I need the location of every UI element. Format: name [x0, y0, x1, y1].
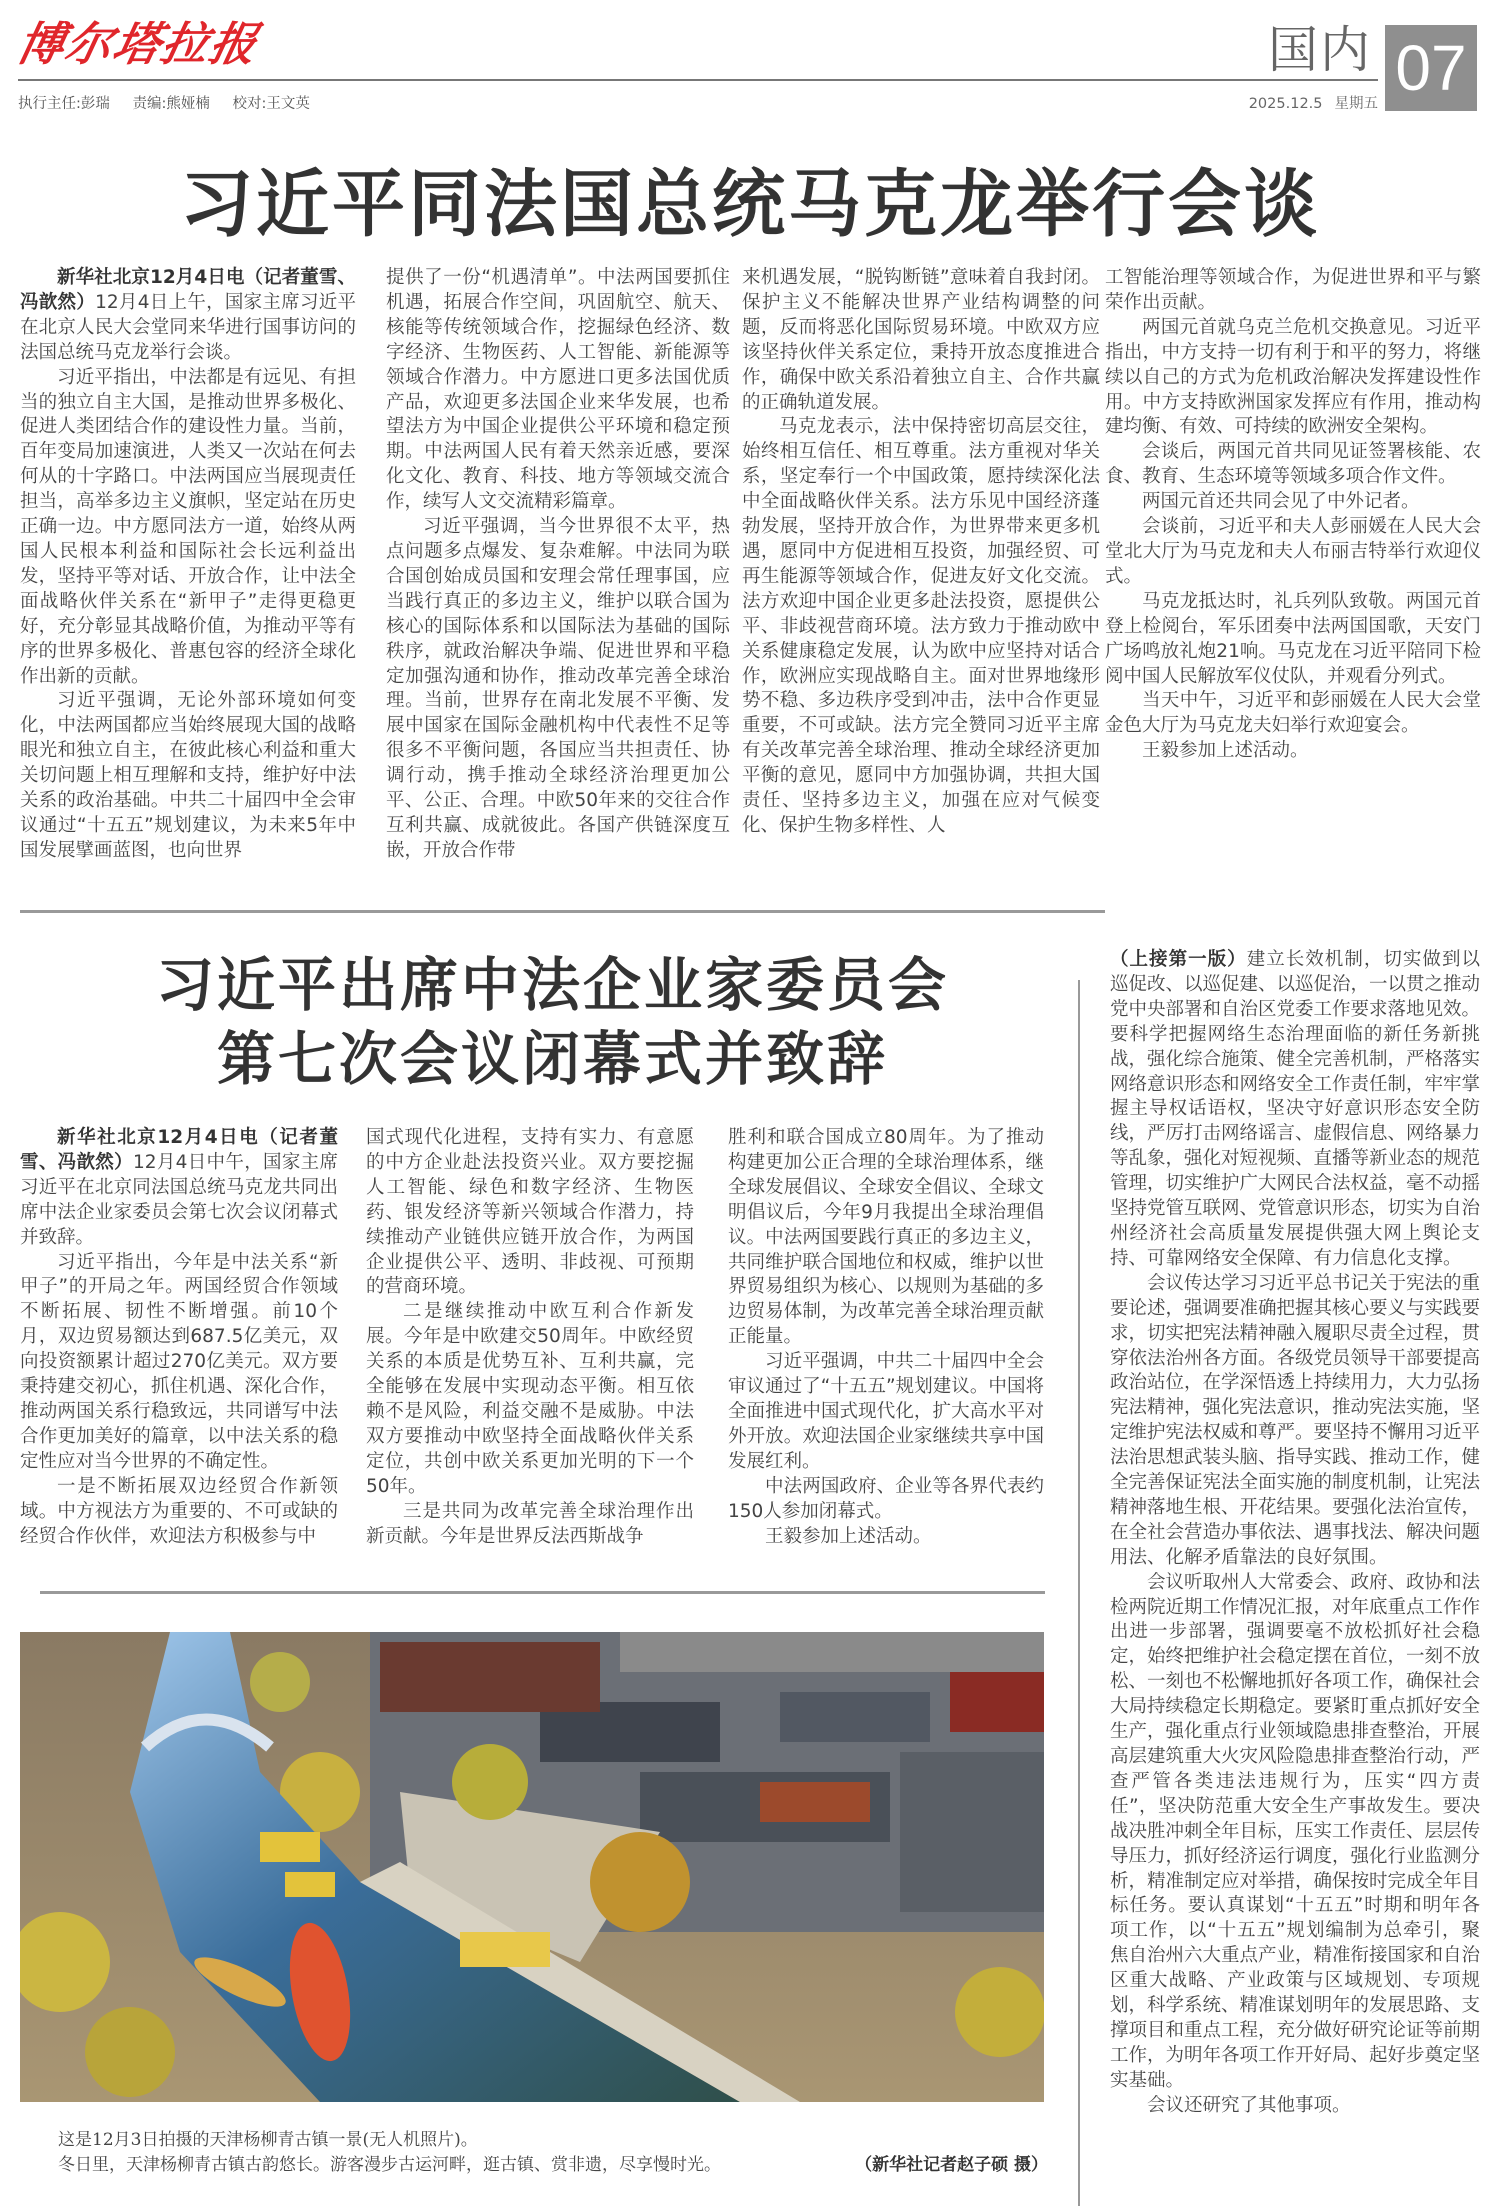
aerial-town-illustration — [20, 1632, 1044, 2102]
article-paragraph — [728, 1525, 1044, 1550]
paragraph-text: 习近平强调，无论外部环境如何变化，中法两国都应当始终展现大国的战略眼光和独立自主，在彼此核心利益和重大关切问题上相互理解和支持，维护好中法关系的政治基础。中共二十届四中全会审议通过“十五五”规划建议，为未来5年中国发展擘画蓝图，也向世界 — [20, 690, 356, 861]
paragraph-text: 马克龙表示，法中保持密切高层交往，始终相互信任、相互尊重。法方重视对华关系，坚定奉行一个中国政策，愿持续深化法中全面战略伙伴关系。法方乐见中国经济蓬勃发展，坚持开放合作，为世界带来更多机遇，愿同中方促进相互投资，加强经贸、可再生能源等领域合作，促进友好文化交流。法方欢迎中国企业更多赴法投资，愿提供公平、非歧视营商环境。法方致力于推动欧中关系健康稳定发展，认为欧中应坚持对话合作，欧洲应实现战略自主。面对世界地缘形势不稳、多边秩序受到冲击，法中合作更显重要，不可或缺。法方完全赞同习近平主席有关改革完善全球治理、推动全球经济更加平衡的意见，愿同中方加强协调，共担大国责任、坚持多边主义，加强在应对气候变化、保护生物多样性、人 — [742, 416, 1100, 836]
caption-line-1: 这是12月3日拍摄的天津杨柳青古镇一景(无人机照片)。 — [58, 2130, 478, 2150]
paragraph-text: 马克龙抵达时，礼兵列队致敬。两国元首登上检阅台，军乐团奏中法两国国歌，天安门广场鸣放礼炮21响。马克龙在习近平陪同下检阅中国人民解放军仪仗队，并观看分列式。 — [1105, 590, 1481, 687]
article-paragraph — [728, 1126, 1044, 1350]
paragraph-text: 一是不断拓展双边经贸合作新领域。中方视法方为重要的、不可或缺的经贸合作伙伴，欢迎法方积极参与中 — [20, 1475, 338, 1547]
paragraph-text: 提供了一份“机遇清单”。中法两国要抓住机遇，拓展合作空间，巩固航空、航天、核能等传统领域合作，挖掘绿色经济、数字经济、生物医药、人工智能、新能源等领域合作潜力。中方愿进口更多法国优质产品，欢迎更多法国企业来华发展，也希望法方为中国企业提供公平环境和稳定预期。中法两国人民有着天然亲近感，要深化文化、教育、科技、地方等领域交流合作，续写人文交流精彩篇章。 — [386, 267, 730, 513]
article-paragraph — [1105, 590, 1481, 690]
page-number: 07 — [1385, 25, 1477, 111]
paragraph-text: 国式现代化进程，支持有实力、有意愿的中方企业赴法投资兴业。双方要挖掘人工智能、绿色和数字经济、生物医药、银发经济等新兴领域合作潜力，持续推动产业链供应链开放合作，为两国企业提供公平、透明、非歧视、可预期的营商环境。 — [366, 1127, 694, 1298]
continued-paragraph-lead — [1110, 948, 1480, 1272]
paragraph-text: 习近平指出，中法都是有远见、有担当的独立自主大国，是推动世界多极化、促进人类团结合作的建设性力量。当前，百年变局加速演进，人类又一次站在何去何从的十字路口。中法两国应当展现责任担当，高举多边主义旗帜，坚定站在历史正确一边。中方愿同法方一道，始终从两国人民根本利益和国际社会长远利益出发，坚持平等对话、开放合作，让中法全面战略伙伴关系在“新甲子”走得更稳更好，充分彰显其战略价值，为推动平等有序的世界多极化、普惠包容的经济全球化作出新的贡献。 — [20, 366, 356, 687]
article1-column-1 — [20, 266, 356, 864]
paragraph-text: 习近平强调，中共二十届四中全会审议通过了“十五五”规划建议。中国将全面推进中国式现代化，扩大高水平对外开放。欢迎法国企业家继续共享中国发展红利。 — [728, 1351, 1044, 1472]
news-photo-yangliuqing — [20, 1632, 1044, 2102]
paragraph-text: 胜利和联合国成立80周年。为了推动构建更加公正合理的全球治理体系，继全球发展倡议、全球安全倡议、全球文明倡议后，今年9月我提出全球治理倡议。中法两国要践行真正的多边主义，共同维护联合国地位和权威，维护以世界贸易组织为核心、以规则为基础的多边贸易体制，为改革完善全球治理贡献正能量。 — [728, 1127, 1044, 1348]
article-paragraph — [728, 1475, 1044, 1525]
continued-article — [1110, 948, 1480, 2119]
paragraph-text: 习近平指出，今年是中法关系“新甲子”的开局之年。两国经贸合作领域不断拓展、韧性不断增强。前10个月，双边贸易额达到687.5亿美元，双向投资额累计超过270亿美元。双方要秉持建交初心，抓住机遇、深化合作，推动两国关系行稳致远，共同谱写中法合作更加美好的篇章，以中法关系的稳定性应对当今世界的不确定性。 — [20, 1251, 338, 1472]
article-paragraph — [20, 1251, 338, 1475]
continued-paragraph: 会议传达学习习近平总书记关于宪法的重要论述，强调要准确把握其核心要义与实践要求，切实把宪法精神融入履职尽责全过程，贯穿依法治州各方面。各级党员领导干部要提高政治站位，在学深悟透上持续用力，大力弘扬宪法精神，强化宪法意识，推动宪法实施，坚定维护宪法权威和尊严。要坚持不懈用习近平法治思想武装头脑、指导实践、推动工作，健全完善保证宪法全面实施的制度机制，让宪法精神落地生根、开花结果。要强化法治宣传，在全社会营造办事依法、遇事找法、解决问题用法、化解矛盾靠法的良好氛围。 — [1110, 1272, 1481, 1568]
photo-caption — [58, 2128, 1048, 2178]
paragraph-text: 两国元首还共同会见了中外记者。 — [1142, 491, 1420, 513]
paragraph-text: 12月4日中午，国家主席习近平在北京同法国总统马克龙共同出席中法企业家委员会第七次会议闭幕式并致辞。 — [20, 1151, 338, 1248]
article-paragraph — [728, 1350, 1044, 1475]
article-paragraph — [386, 515, 730, 864]
masthead-rule — [18, 79, 1378, 81]
article-paragraph — [1105, 266, 1481, 316]
article-paragraph — [20, 266, 356, 366]
staff-proofreader: 校对:王文英 — [232, 96, 310, 112]
caption-line-2: 冬日里，天津杨柳青古镇古韵悠长。游客漫步古运河畔，逛古镇、赏非遗，尽享慢时光。 — [58, 2155, 721, 2175]
article-paragraph — [20, 1475, 338, 1550]
logo-wordmark: 博尔塔拉报 — [12, 17, 264, 71]
article-paragraph — [366, 1126, 694, 1300]
issue-date — [1220, 92, 1378, 113]
paragraph-text: 三是共同为改革完善全球治理作出新贡献。今年是世界反法西斯战争 — [366, 1500, 694, 1547]
column-divider — [1078, 980, 1080, 2206]
article-paragraph — [1105, 490, 1481, 515]
article-paragraph — [386, 266, 730, 515]
paragraph-text: 中法两国政府、企业等各界代表约150人参加闭幕式。 — [728, 1475, 1044, 1522]
continued-paragraph: 会议听取州人大常委会、政府、政协和法检两院近期工作情况汇报，对年底重点工作作出进一步部署，强调要毫不放松抓好社会稳定，始终把维护社会稳定摆在首位，一刻不放松、一刻也不松懈地抓好各项工作，确保社会大局持续稳定长期稳定。要紧盯重点抓好安全生产，强化重点行业领域隐患排查整治，开展高层建筑重大火灾风险隐患排查整治行动，严查严管各类违法违规行为，压实“四方责任”，坚决防范重大安全生产事故发生。要决战决胜冲刺全年目标，压实工作责任、层层传导压力，抓好经济运行调度，强化行业监测分析，精准制定应对举措，确保按时完成全年目标任务。要认真谋划“十五五”时期和明年各项工作，以“十五五”规划编制为总牵引，聚焦自治州六大重点产业，精准衔接国家和自治区重大战略、产业政策与区域规划、专项规划，科学系统、精准谋划明年的发展思路、支撑项目和重点工程，充分做好研究论证等前期工作，为明年各项工作开好局、起好步奠定坚实基础。 — [1110, 1571, 1481, 2091]
paragraph-text: 当天中午，习近平和彭丽媛在人民大会堂金色大厅为马克龙夫妇举行欢迎宴会。 — [1105, 690, 1481, 737]
paragraph-text: 来机遇发展，“脱钩断链”意味着自我封闭。保护主义不能解决世界产业结构调整的问题，反而将恶化国际贸易环境。中欧双方应该坚持伙伴关系定位，秉持开放态度推进合作，确保中欧关系沿着独立自主、合作共赢的正确轨道发展。 — [742, 267, 1100, 413]
article1-column-2 — [386, 266, 730, 864]
staff-executive: 执行主任:彭瑞 — [18, 96, 110, 112]
paragraph-text: 两国元首就乌克兰危机交换意见。习近平指出，中方支持一切有利于和平的努力，将继续以自己的方式为危机政治解决发挥建设性作用。中方支持欧洲国家发挥应有作用，推动构建均衡、有效、可持续的欧洲安全架构。 — [1105, 316, 1481, 438]
paragraph-text: 会谈前，习近平和夫人彭丽媛在人民大会堂北大厅为马克龙和夫人布丽吉特举行欢迎仪式。 — [1105, 516, 1481, 587]
paragraph-text: 12月4日上午，国家主席习近平在北京人民大会堂同来华进行国事访问的法国总统马克龙举行会谈。 — [20, 291, 356, 363]
dateline: 新华社北京12月4日电（记者董雪、冯歆然） — [20, 267, 356, 313]
article2-column-2 — [366, 1126, 694, 1549]
section-label: 国内 — [1268, 21, 1372, 79]
newspaper-logo — [12, 12, 264, 76]
article1-column-3 — [742, 266, 1100, 839]
article-paragraph — [366, 1500, 694, 1550]
article-paragraph — [20, 366, 356, 690]
jump-label: （上接第一版） — [1110, 949, 1247, 970]
article-paragraph — [20, 689, 356, 863]
article2-column-3 — [728, 1126, 1044, 1549]
paragraph-text: 王毅参加上述活动。 — [1142, 740, 1309, 762]
paragraph-text: 习近平强调，当今世界很不太平，热点问题多点爆发、复杂难解。中法同为联合国创始成员国和安理会常任理事国，应当践行真正的多边主义，维护以联合国为核心的国际体系和以国际法为基础的国际秩序，就政治解决争端、促进世界和平稳定加强沟通和协作，推动改革完善全球治理。当前，世界存在南北发展不平衡、发展中国家在国际金融机构中代表性不足等很多不平衡问题，各国应当共担责任、协调行动，携手推动全球经济治理更加公平、公正、合理。中欧50年来的交往合作互利共赢、成就彼此。各国产供链深度互嵌，开放合作带 — [386, 516, 730, 861]
dateline: 新华社北京12月4日电（记者董雪、冯歆然） — [20, 1127, 338, 1173]
article2-headline-line2: 第七次会议闭幕式并致辞 — [216, 1025, 888, 1093]
paragraph-text: 二是继续推动中欧互利合作新发展。今年是中欧建交50周年。中欧经贸关系的本质是优势互补、互利共赢，完全能够在发展中实现动态平衡。相互依赖不是风险，利益交融不是威胁。中法双方要推动中欧坚持全面战略伙伴关系定位，共创中欧关系更加光明的下一个50年。 — [366, 1301, 694, 1497]
article1-column-4 — [1105, 266, 1481, 764]
article2-headline-line1: 习近平出席中法企业家委员会 — [155, 951, 949, 1019]
paragraph-text: 会谈后，两国元首共同见证签署核能、农食、教育、生态环境等领域多项合作文件。 — [1105, 441, 1481, 488]
article-paragraph — [1105, 316, 1481, 441]
section-divider — [20, 910, 1105, 913]
article-paragraph — [1105, 440, 1481, 490]
continued-paragraph: 会议还研究了其他事项。 — [1147, 2094, 1351, 2116]
photo-credit: （新华社记者赵子硕 摄） — [855, 2155, 1048, 2175]
article1-headline: 习近平同法国总统马克龙举行会谈 — [180, 162, 1320, 247]
article-paragraph — [366, 1300, 694, 1499]
article-paragraph — [742, 266, 1100, 415]
staff-editor: 责编:熊娅楠 — [132, 96, 210, 112]
article-paragraph — [20, 1126, 338, 1251]
staff-credits — [18, 92, 328, 113]
article-paragraph — [742, 415, 1100, 838]
article-paragraph — [1105, 515, 1481, 590]
paragraph-text: 王毅参加上述活动。 — [765, 1525, 932, 1547]
paragraph-text: 工智能治理等领域合作，为促进世界和平与繁荣作出贡献。 — [1105, 267, 1481, 313]
photo-divider — [40, 1591, 1045, 1594]
article2-headline — [20, 948, 1085, 1096]
article-paragraph — [1105, 689, 1481, 739]
paragraph-text: 建立长效机制，切实做到以巡促改、以巡促建、以巡促治，一以贯之推动党中央部署和自治区党委工作要求落地见效。要科学把握网络生态治理面临的新任务新挑战，强化综合施策、健全完善机制，严格落实网络意识形态和网络安全工作责任制，牢牢掌握主导权话语权，坚决守好意识形态安全防线，严厉打击网络谣言、虚假信息、网络暴力等乱象，强化对短视频、直播等新业态的规范管理，切实维护广大网民合法权益，毫不动摇坚持党管互联网、党管意识形态，切实为自治州经济社会高质量发展提供强大网上舆论支持、可靠网络安全保障、有力信息化支撑。 — [1110, 949, 1481, 1269]
article2-column-1 — [20, 1126, 338, 1549]
date-text: 2025.12.5 — [1248, 96, 1323, 112]
weekday-text: 星期五 — [1334, 96, 1378, 112]
article-paragraph — [1105, 739, 1481, 764]
